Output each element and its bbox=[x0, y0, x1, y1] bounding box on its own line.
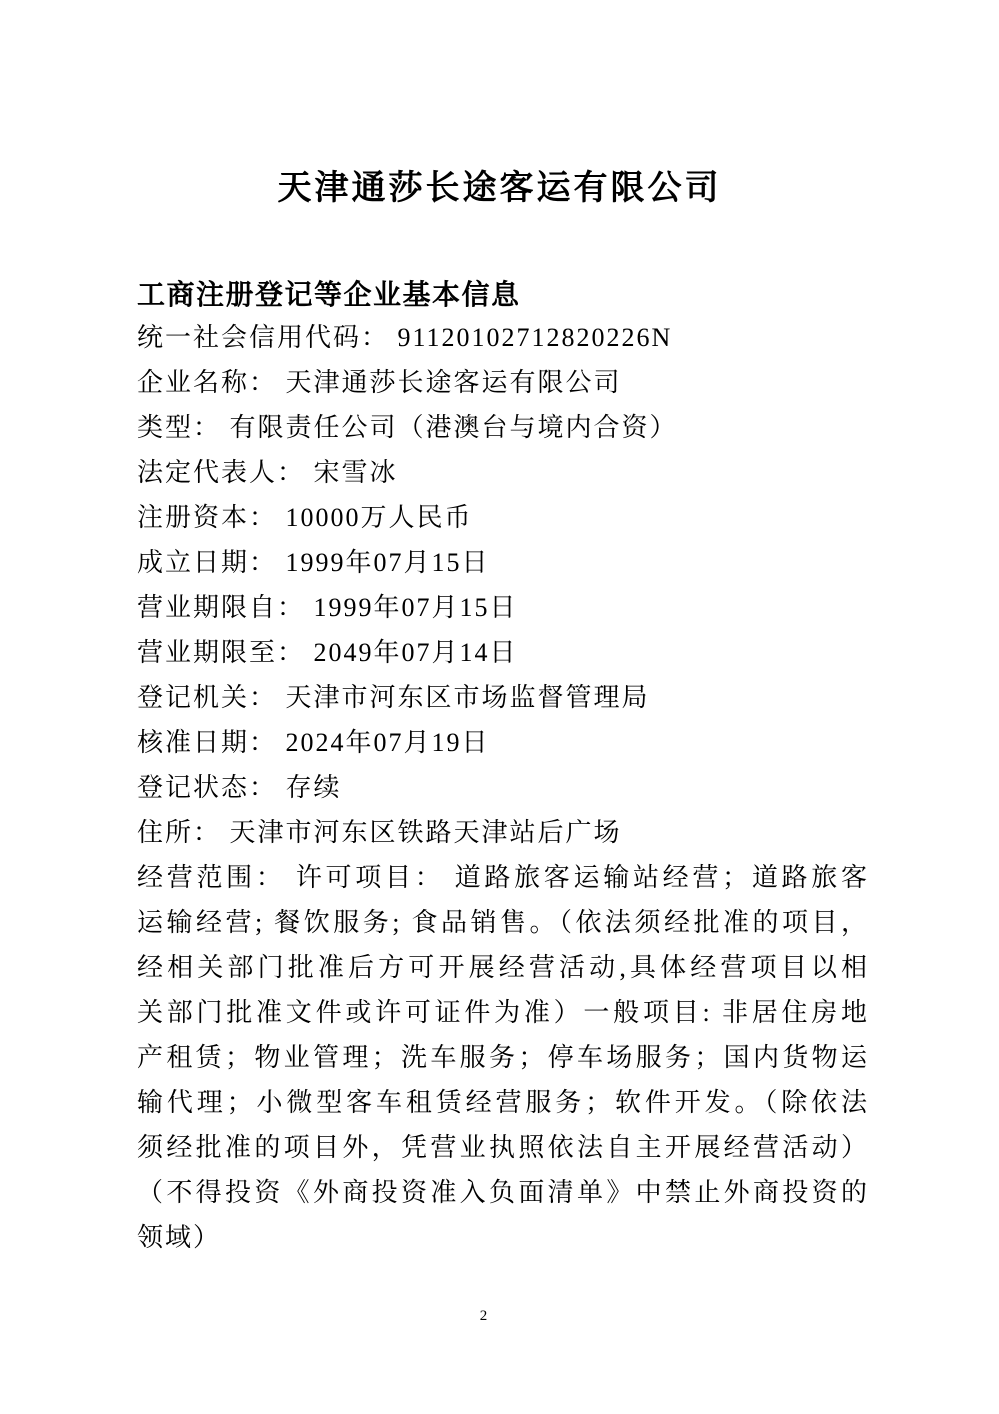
company-title: 天津通莎长途客运有限公司 bbox=[277, 169, 722, 207]
info-line: 企业名称： 天津通莎长途客运有限公司 bbox=[137, 368, 622, 397]
info-line: （不得投资《外商投资准入负面清单》中禁止外商投资的 bbox=[137, 1178, 869, 1207]
info-line: 关部门批准文件或许可证件为准）一般项目: 非居住房地 bbox=[137, 998, 869, 1027]
info-line: 营业期限自： 1999年07月15日 bbox=[137, 593, 518, 622]
info-line: 经营范围： 许可项目： 道路旅客运输站经营；道路旅客 bbox=[137, 863, 869, 892]
info-line: 输代理；小微型客车租赁经营服务；软件开发。（除依法 bbox=[137, 1088, 869, 1117]
info-line: 法定代表人： 宋雪冰 bbox=[137, 458, 398, 487]
info-line: 类型： 有限责任公司（港澳台与境内合资） bbox=[137, 413, 678, 442]
info-line: 领域） bbox=[137, 1223, 222, 1252]
info-line: 登记机关： 天津市河东区市场监督管理局 bbox=[137, 683, 650, 712]
info-line: 住所： 天津市河东区铁路天津站后广场 bbox=[137, 818, 622, 847]
info-line: 统一社会信用代码： 91120102712820226N bbox=[137, 323, 673, 352]
page-number: 2 bbox=[479, 1308, 488, 1324]
info-line: 注册资本： 10000万人民币 bbox=[137, 503, 473, 532]
info-line: 营业期限至： 2049年07月14日 bbox=[137, 638, 518, 667]
section-heading: 工商注册登记等企业基本信息 bbox=[137, 279, 521, 310]
info-line: 运输经营; 餐饮服务; 食品销售。（依法须经批准的项目， bbox=[137, 908, 869, 937]
info-line: 经相关部门批准后方可开展经营活动,具体经营项目以相 bbox=[137, 953, 869, 982]
company-info-lines bbox=[137, 315, 869, 1260]
info-line: 须经批准的项目外，凭营业执照依法自主开展经营活动） bbox=[137, 1133, 869, 1162]
info-line: 产租赁；物业管理；洗车服务；停车场服务；国内货物运 bbox=[137, 1043, 869, 1072]
info-line: 成立日期： 1999年07月15日 bbox=[137, 548, 490, 577]
info-line: 核准日期： 2024年07月19日 bbox=[137, 728, 490, 757]
info-line: 登记状态： 存续 bbox=[137, 773, 342, 802]
